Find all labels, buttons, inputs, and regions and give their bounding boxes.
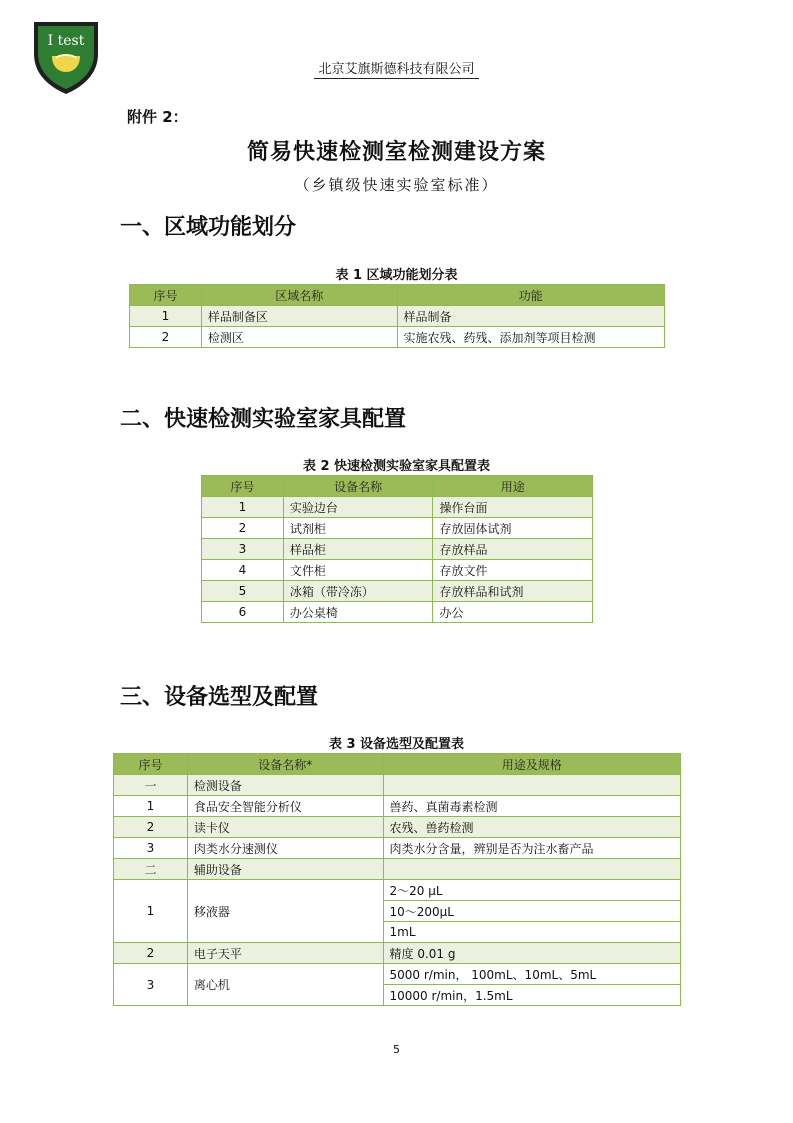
- table-row: [130, 327, 665, 348]
- cell: [383, 775, 681, 796]
- cell: 检测区: [201, 327, 397, 348]
- cell: 3: [114, 838, 188, 859]
- cell: 1: [202, 497, 284, 518]
- cell: 样品制备区: [201, 306, 397, 327]
- table-caption-3: 表 3 设备选型及配置表: [328, 737, 465, 752]
- cell: 存放文件: [433, 560, 593, 581]
- cell: 办公桌椅: [283, 602, 433, 623]
- cell: 一: [114, 775, 188, 796]
- attachment-label: 附件 2：: [127, 108, 188, 126]
- cell: 辅助设备: [187, 859, 383, 880]
- cell: 精度 0.01 g: [383, 943, 681, 964]
- table-row: [202, 581, 593, 602]
- group-row: [114, 859, 681, 880]
- cell: 电子天平: [187, 943, 383, 964]
- cell: 10000 r/min，1.5mL: [383, 985, 681, 1006]
- table-header-row: [114, 754, 681, 775]
- cell: 2: [202, 518, 284, 539]
- cell: 试剂柜: [283, 518, 433, 539]
- table-furniture: [201, 475, 593, 623]
- cell: 食品安全智能分析仪: [187, 796, 383, 817]
- cell: 2: [130, 327, 202, 348]
- table-row: [114, 964, 681, 985]
- cell: 2: [114, 943, 188, 964]
- section-heading-1: 一、区域功能划分: [120, 215, 297, 240]
- col-header: 功能: [397, 285, 665, 306]
- cell: 样品柜: [283, 539, 433, 560]
- cell: 1: [130, 306, 202, 327]
- col-header: 用途及规格: [383, 754, 681, 775]
- cell: 1: [114, 880, 188, 943]
- cell: 操作台面: [433, 497, 593, 518]
- section-heading-3: 三、设备选型及配置: [120, 685, 319, 710]
- table-header-row: [130, 285, 665, 306]
- table-row: [202, 518, 593, 539]
- page-number: 5: [393, 1043, 400, 1056]
- cell: 2: [114, 817, 188, 838]
- col-header: 序号: [114, 754, 188, 775]
- cell: 肉类水分含量，辨别是否为注水畜产品: [383, 838, 681, 859]
- table-caption-1: 表 1 区域功能划分表: [335, 268, 458, 283]
- table-row: [202, 560, 593, 581]
- group-row: [114, 775, 681, 796]
- cell: 3: [202, 539, 284, 560]
- cell: 1mL: [383, 922, 681, 943]
- cell: 5000 r/min， 100mL、10mL、5mL: [383, 964, 681, 985]
- table-header-row: [202, 476, 593, 497]
- table-area-functions: [129, 284, 665, 348]
- col-header: 序号: [202, 476, 284, 497]
- cell: 移液器: [187, 880, 383, 943]
- cell: 3: [114, 964, 188, 1006]
- cell: 文件柜: [283, 560, 433, 581]
- section-heading-2: 二、快速检测实验室家具配置: [120, 407, 407, 432]
- cell: 办公: [433, 602, 593, 623]
- cell: [383, 859, 681, 880]
- cell: 冰箱（带冷冻）: [283, 581, 433, 602]
- company-name: 北京艾旗斯德科技有限公司: [0, 58, 793, 77]
- company-logo: [30, 18, 102, 96]
- document-subtitle: （乡镇级快速实验室标准）: [294, 176, 499, 194]
- col-header: 设备名称: [283, 476, 433, 497]
- table-row: [202, 602, 593, 623]
- table-row: [114, 817, 681, 838]
- cell: 农残、兽药检测: [383, 817, 681, 838]
- cell: 10～200μL: [383, 901, 681, 922]
- cell: 兽药、真菌毒素检测: [383, 796, 681, 817]
- cell: 读卡仪: [187, 817, 383, 838]
- cell: 肉类水分速测仪: [187, 838, 383, 859]
- col-header: 序号: [130, 285, 202, 306]
- logo-text: I test: [47, 33, 85, 49]
- cell: 实施农残、药残、添加剂等项目检测: [397, 327, 665, 348]
- cell: 5: [202, 581, 284, 602]
- col-header: 用途: [433, 476, 593, 497]
- cell: 2～20 μL: [383, 880, 681, 901]
- cell: 1: [114, 796, 188, 817]
- table-row: [202, 539, 593, 560]
- table-row: [114, 838, 681, 859]
- table-row: [114, 880, 681, 901]
- cell: 检测设备: [187, 775, 383, 796]
- table-row: [202, 497, 593, 518]
- table-row: [114, 943, 681, 964]
- table-equipment: [113, 753, 681, 1006]
- cell: 存放样品和试剂: [433, 581, 593, 602]
- cell: 二: [114, 859, 188, 880]
- document-title: 简易快速检测室检测建设方案: [246, 140, 546, 165]
- cell: 离心机: [187, 964, 383, 1006]
- col-header: 设备名称*: [187, 754, 383, 775]
- cell: 4: [202, 560, 284, 581]
- table-row: [130, 306, 665, 327]
- table-row: [114, 796, 681, 817]
- col-header: 区域名称: [201, 285, 397, 306]
- table-caption-2: 表 2 快速检测实验室家具配置表: [302, 459, 491, 474]
- cell: 存放固体试剂: [433, 518, 593, 539]
- cell: 6: [202, 602, 284, 623]
- cell: 实验边台: [283, 497, 433, 518]
- cell: 存放样品: [433, 539, 593, 560]
- cell: 样品制备: [397, 306, 665, 327]
